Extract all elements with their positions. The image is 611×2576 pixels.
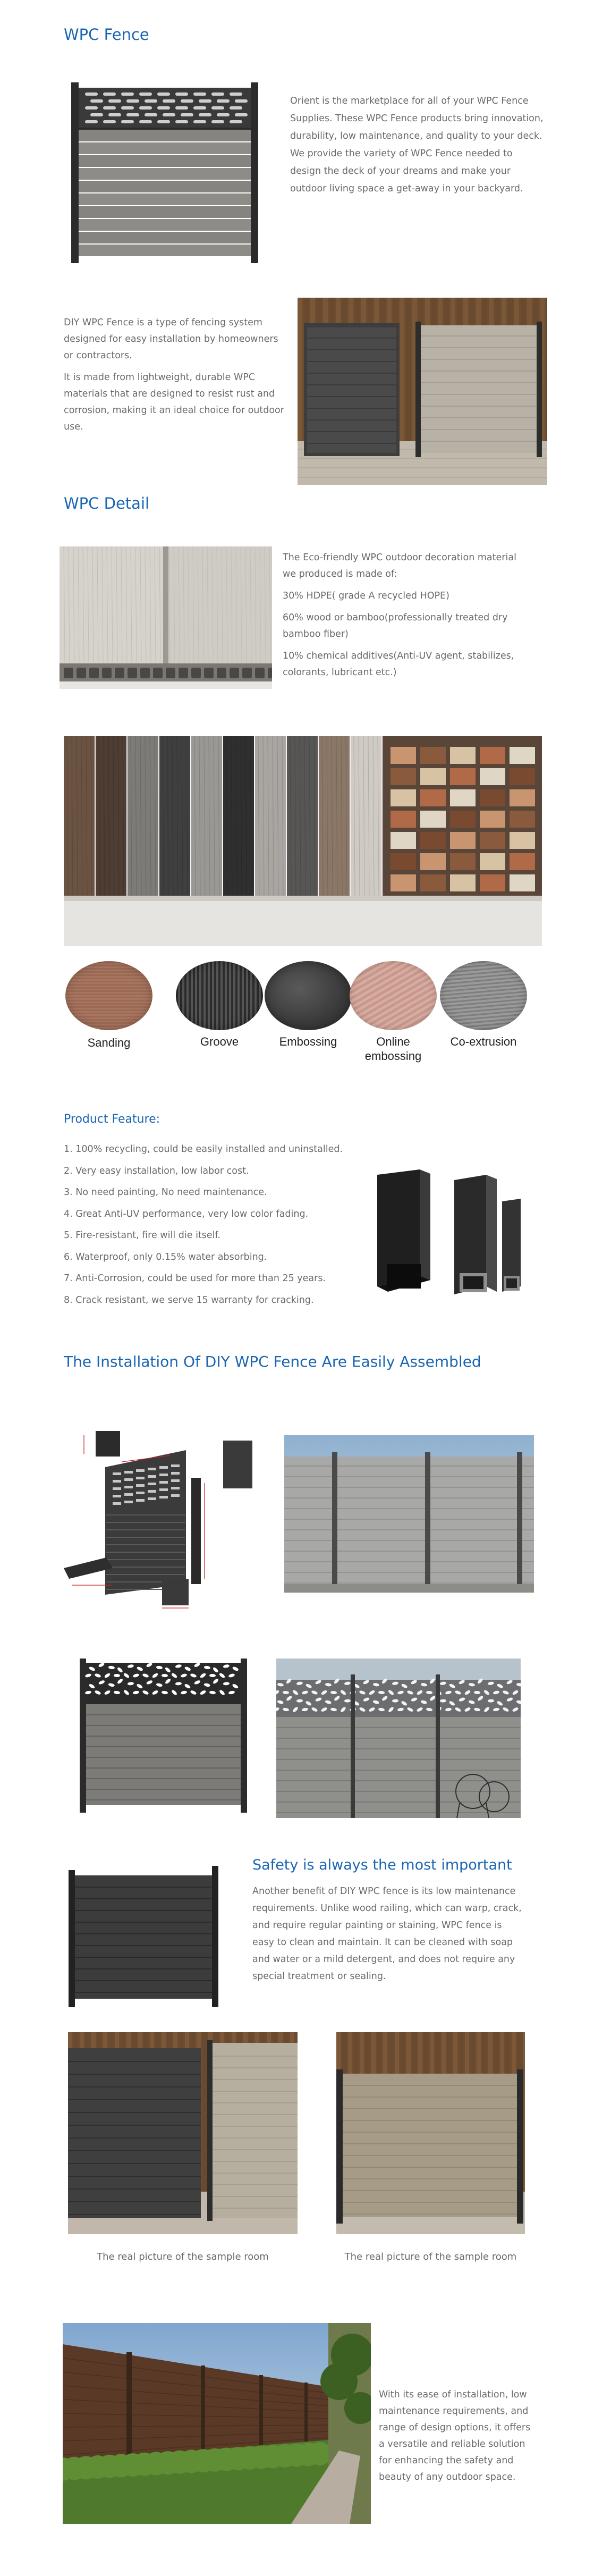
sample-label: Groove xyxy=(200,1035,239,1048)
decorative-fence-garden-photo xyxy=(276,1659,521,1818)
sample-label: Online embossing xyxy=(364,1035,422,1063)
page-title: WPC Fence xyxy=(64,26,149,44)
sample-room-photo-right xyxy=(336,2032,525,2234)
feature-item: 1. 100% recycling, could be easily installed and uninstalled. xyxy=(64,1144,343,1155)
installation-diagram-image xyxy=(64,1425,260,1612)
sample-co-extrusion xyxy=(438,961,529,1049)
board-cross-section-image xyxy=(60,546,272,689)
decorative-top-fence-image xyxy=(80,1659,247,1813)
features-title: Product Feature: xyxy=(64,1113,160,1126)
detail-title: WPC Detail xyxy=(64,494,150,512)
sample-embossing xyxy=(263,961,353,1049)
feature-list xyxy=(64,1139,361,1311)
sample-label: Sanding xyxy=(87,1036,131,1049)
closing-text: With its ease of installation, low maintenance requirements, and range of design options, it offers a versatile and reliable solution for enhancing the safety and beauty of any outdoor space. xyxy=(379,2389,531,2482)
installation-title: The Installation Of DIY WPC Fence Are Easily Assembled xyxy=(64,1353,481,1370)
sample-room-photo-left xyxy=(68,2032,298,2234)
surface-samples xyxy=(64,961,531,1089)
embossing-swatch xyxy=(265,961,352,1030)
caption-right: The real picture of the sample room xyxy=(344,2251,517,2262)
fence-product-image-1 xyxy=(64,69,266,271)
feature-item: 2. Very easy installation, low labor cost. xyxy=(64,1165,249,1176)
sample-label: Embossing xyxy=(279,1035,337,1048)
wpc-board-showroom-image xyxy=(64,736,542,946)
sample-groove xyxy=(174,961,265,1049)
sample-sanding xyxy=(64,961,154,1050)
garden-fence-photo xyxy=(63,2323,371,2524)
feature-item: 8. Crack resistant, we serve 15 warranty for cracking. xyxy=(64,1294,314,1306)
aluminium-post-image xyxy=(361,1159,542,1302)
caption-left: The real picture of the sample room xyxy=(97,2251,269,2262)
feature-item: 4. Great Anti-UV performance, very low color fading. xyxy=(64,1208,309,1219)
intro-text: Orient is the marketplace for all of your WPC Fence Supplies. These WPC Fence products bring innovation, durability, low maintenance, and quality to your deck. We provide the variety of WPC Fence needed to design the deck of your dreams and make your outdoor living space a get-away in your backyard. xyxy=(290,96,544,194)
feature-item: 3. No need painting, No need maintenance. xyxy=(64,1187,267,1198)
safety-title: Safety is always the most important xyxy=(252,1857,512,1873)
groove-swatch xyxy=(176,961,263,1030)
installed-fence-photo xyxy=(284,1435,534,1593)
material-composition: The Eco-friendly WPC outdoor decoration material we produced is made of: 30% HDPE( grade A recycled HOPE) 60% wood or bamboo(professionally treated dry bamboo fiber) 10% chemical additives(Anti-UV agent, stabilizes, colorants, lubricant etc.) xyxy=(283,552,516,678)
online-embossing-swatch xyxy=(350,961,437,1030)
dark-fence-panel-image xyxy=(66,1866,220,2009)
feature-item: 5. Fire-resistant, fire will die itself. xyxy=(64,1230,220,1241)
sample-label: Co-extrusion xyxy=(450,1035,517,1048)
fence-sample-room-image xyxy=(298,298,547,485)
diy-description: DIY WPC Fence is a type of fencing system designed for easy installation by homeowners or contractors. It is made from lightweight, durable WPC materials that are designed to resist rust and corrosion, making it an ideal choice for outdoor use. xyxy=(64,317,284,432)
feature-item: 6. Waterproof, only 0.15% water absorbing. xyxy=(64,1251,267,1262)
feature-item: 7. Anti-Corrosion, could be used for more than 25 years. xyxy=(64,1273,326,1284)
sample-online-embossing xyxy=(348,961,438,1063)
safety-text: Another benefit of DIY WPC fence is its low maintenance requirements. Unlike wood railing, which can warp, crack, and require regular painting or staining, WPC fence is easy to clean and maintain. It can be cleaned with soap and water or a mild detergent, and does not require any special treatment or sealing. xyxy=(252,1886,522,1982)
co-extrusion-swatch xyxy=(440,961,527,1030)
sanding-swatch xyxy=(65,961,152,1030)
